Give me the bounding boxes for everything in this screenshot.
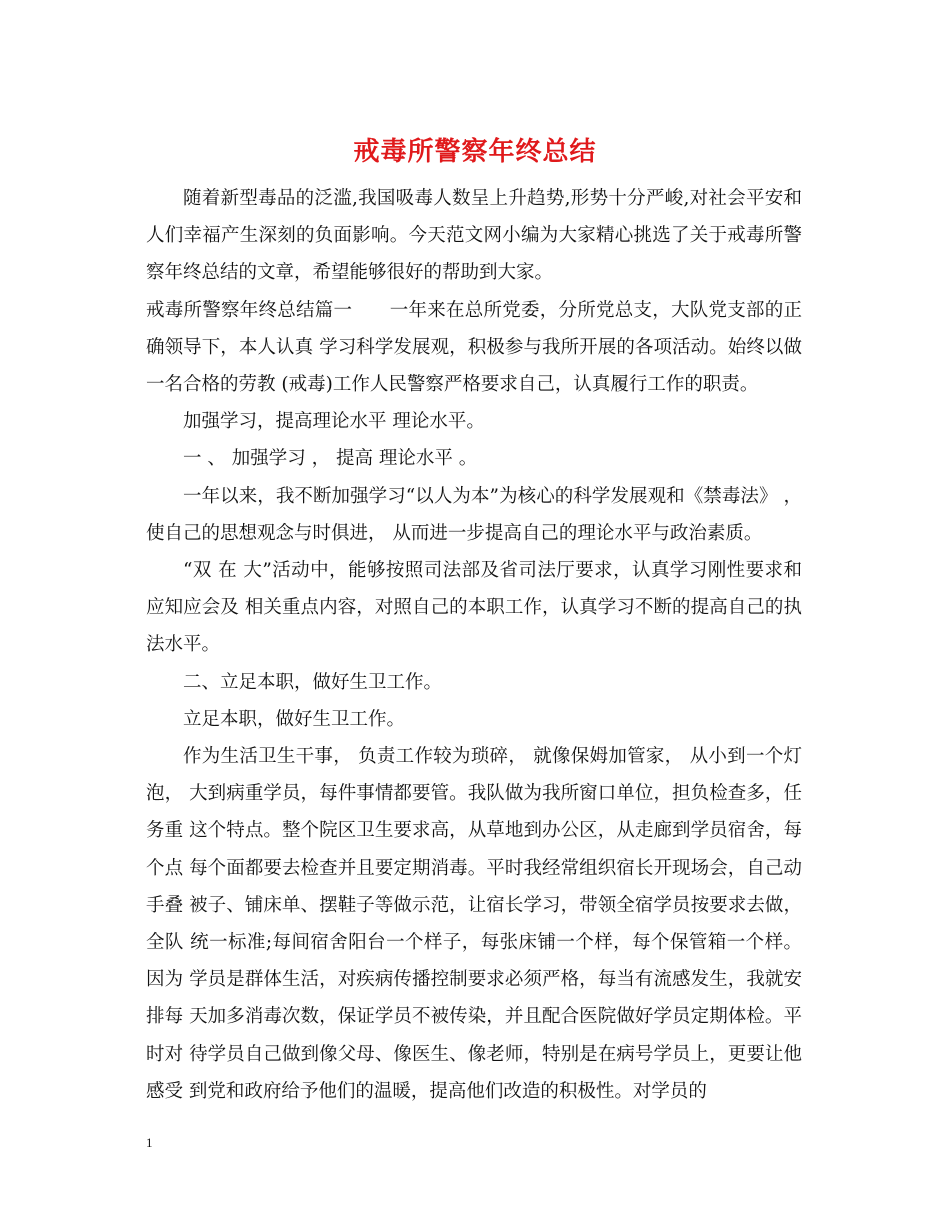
page-number: 1 xyxy=(146,1135,153,1150)
paragraph-duty-heading: 二、立足本职，做好生卫工作。 xyxy=(183,671,443,693)
document-body xyxy=(146,180,802,1110)
paragraph-activity: “双 在 大”活动中，能够按照司法部及省司法厅要求，认真学习刚性要求和应知应会及 相关重点内容，对照自己的本职工作，认真学习不断的提高自己的执法水平。 xyxy=(146,560,802,656)
paragraph-duty-subheading: 立足本职，做好生卫工作。 xyxy=(183,708,406,730)
paragraph-section-one: 戒毒所警察年终总结篇一 一年来在总所党委，分所党总支，大队党支部的正确领导下，本人认真 学习科学发展观，积极参与我所开展的各项活动。始终以做一名合格的劳教 (戒毒)工作人民警察严格要求自己，认真履行工作的职责。 xyxy=(146,299,802,396)
paragraph-intro: 随着新型毒品的泛滥,我国吸毒人数呈上升趋势,形势十分严峻,对社会平安和人们幸福产生深刻的负面影响。今天范文网小编为大家精心挑选了关于戒毒所警察年终总结的文章，希望能够很好的帮助到大家。 xyxy=(146,188,802,284)
paragraph-study-detail: 一年以来，我不断加强学习“以人为本”为核心的科学发展观和《禁毒法》 ， 使自己的思想观念与时俱进， 从而进一步提高自己的理论水平与政治素质。 xyxy=(146,485,802,544)
page-title: 戒毒所警察年终总结 xyxy=(353,137,597,167)
paragraph-study-heading: 加强学习，提高理论水平 理论水平。 xyxy=(183,411,485,433)
paragraph-study-subheading: 一 、 加强学习 ， 提高 理论水平 。 xyxy=(183,448,478,470)
paragraph-duty-detail: 作为生活卫生干事， 负责工作较为琐碎， 就像保姆加管家， 从小到一个灯泡， 大到病重学员，每件事情都要管。我队做为我所窗口单位，担负检查多，任务重 这个特点。整个院区卫生要求高，从草地到办公区，从走廊到学员宿舍，每个点 每个面都要去检查并且要定期消毒。平时我经常组织宿长开现场会，自己动手叠 被子、铺床单、摆鞋子等做示范，让宿长学习，带领全宿学员按要求去做，全队 统一标准;每间宿舍阳台一个样子，每张床铺一个样，每个保管箱一个样。因为 学员是群体生活，对疾病传播控制要求必须严格，每当有流感发生，我就安排每 天加多消毒次数，保证学员不被传染，并且配合医院做好学员定期体检。平时对 待学员自己做到像父母、像医生、像老师，特别是在病号学员上，更要让他感受 到党和政府给予他们的温暖，提高他们改造的积极性。对学员的 xyxy=(146,746,802,1102)
